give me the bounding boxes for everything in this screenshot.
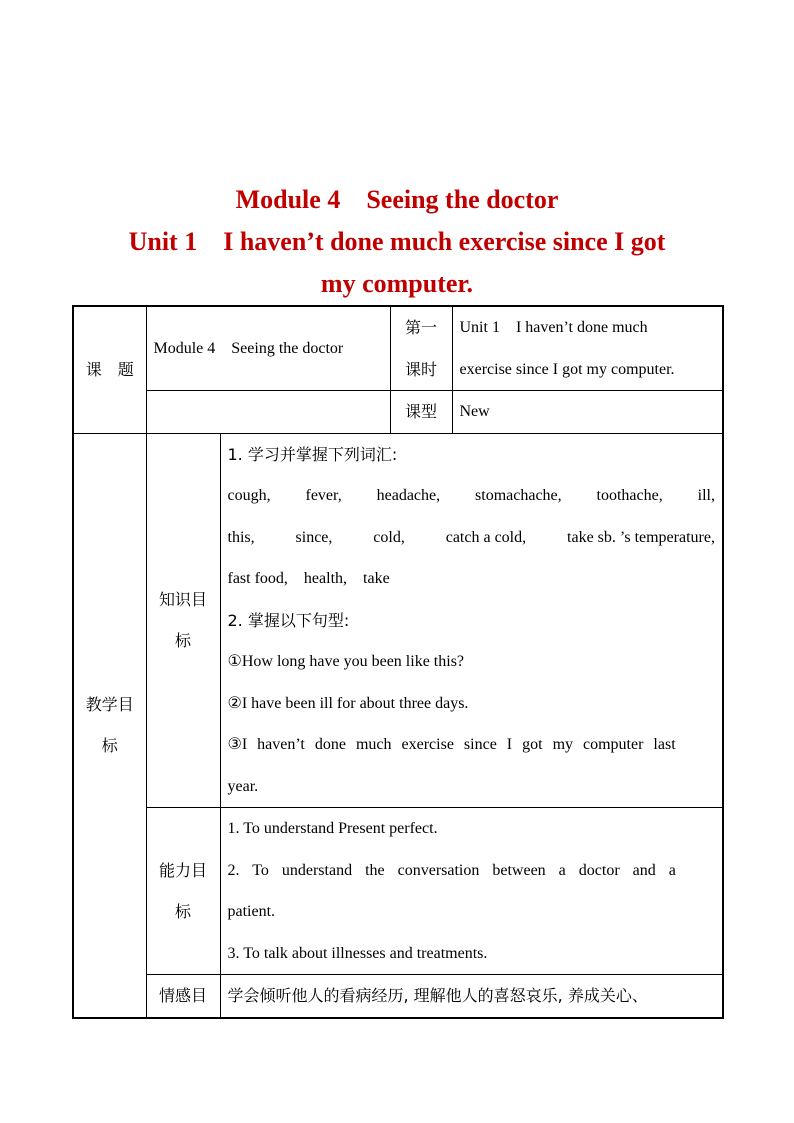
- knowledge-content-cell: [220, 433, 723, 808]
- vocab-word: cough,: [227, 487, 271, 504]
- emotion-content-cell: [220, 975, 723, 1019]
- type-value: New: [459, 403, 490, 420]
- knowledge-label-cell: [146, 433, 220, 808]
- sentence-1: ①How long have you been like this?: [227, 653, 465, 670]
- lesson-value-line1: Unit 1 I haven’t done much: [459, 319, 648, 336]
- ability-item-2-line2: patient.: [227, 903, 276, 920]
- ability-content-cell: [220, 808, 723, 975]
- topic-label-cell: [73, 306, 146, 433]
- topic-label: 课 题: [85, 360, 134, 379]
- table-row: [73, 808, 723, 975]
- ability-label-cell: [146, 808, 220, 975]
- sentence-3-line2: year.: [227, 777, 259, 795]
- ability-label-line1: 能力目: [158, 860, 207, 880]
- vocab-word: headache,: [376, 487, 441, 504]
- sentence-3-text: ③I haven’t done much exercise since I got my computer last: [227, 736, 676, 753]
- vocab-line2: [228, 517, 716, 559]
- table-row: [73, 433, 723, 808]
- vocab-line3: fast food, health, take: [227, 570, 390, 587]
- vocab-line1: [228, 475, 716, 517]
- sentence-heading: 2. 掌握以下句型:: [227, 610, 350, 630]
- topic-value: Module 4 Seeing the doctor: [153, 339, 344, 357]
- lesson-label-cell: [390, 306, 452, 391]
- vocab-word: stomachache,: [475, 487, 562, 504]
- objectives-label-line2: 标: [101, 736, 118, 756]
- ability-item-2-line1: 2. To understand the conversation between a doctor and a: [227, 861, 676, 879]
- knowledge-label-line2: 标: [174, 631, 191, 651]
- lesson-value-cell: [452, 306, 723, 391]
- vocab-word: since,: [295, 528, 333, 546]
- sentence-3-line1: [228, 724, 716, 766]
- ability-item-1: 1. To understand Present perfect.: [227, 820, 438, 837]
- vocab-word: catch a cold,: [445, 528, 527, 546]
- vocab-heading: 1. 学习并掌握下列词汇:: [227, 444, 398, 464]
- table-row: [73, 975, 723, 1019]
- unit-title-line2: my computer.: [320, 269, 474, 298]
- module-title: Module 4 Seeing the doctor: [235, 185, 559, 214]
- table-row: [73, 391, 723, 434]
- vocab-word: fever,: [305, 487, 342, 504]
- lesson-label-line2: 课时: [404, 359, 437, 379]
- vocab-word: ill,: [697, 487, 715, 504]
- emotion-text: 学会倾听他人的看病经历, 理解他人的喜怒哀乐, 养成关心、: [227, 986, 648, 1005]
- knowledge-label-line1: 知识目: [158, 589, 207, 609]
- lesson-plan-table: [72, 305, 724, 1019]
- vocab-word: cold,: [373, 528, 405, 546]
- lesson-label-line1: 第一: [404, 318, 437, 337]
- topic-value-cell: [146, 306, 390, 391]
- type-value-cell: [452, 391, 723, 434]
- type-label: 课型: [404, 402, 437, 421]
- ability-item-3: 3. To talk about illnesses and treatments.: [227, 944, 488, 962]
- type-label-cell: [390, 391, 452, 434]
- ability-label-line2: 标: [174, 902, 191, 921]
- emotion-label: 情感目: [158, 986, 207, 1005]
- vocab-word: toothache,: [596, 487, 663, 504]
- empty-cell: [146, 391, 390, 434]
- objectives-label-line1: 教学目: [85, 694, 134, 714]
- vocab-word: take sb. ’s temperature,: [567, 528, 715, 546]
- unit-title-line1: Unit 1 I haven’t done much exercise since I got: [128, 227, 666, 256]
- emotion-label-cell: [146, 975, 220, 1019]
- vocab-word: this,: [227, 528, 255, 546]
- objectives-label-cell: [73, 433, 146, 1018]
- sentence-2: ②I have been ill for about three days.: [227, 694, 469, 712]
- lesson-value-line2: exercise since I got my computer.: [459, 360, 675, 378]
